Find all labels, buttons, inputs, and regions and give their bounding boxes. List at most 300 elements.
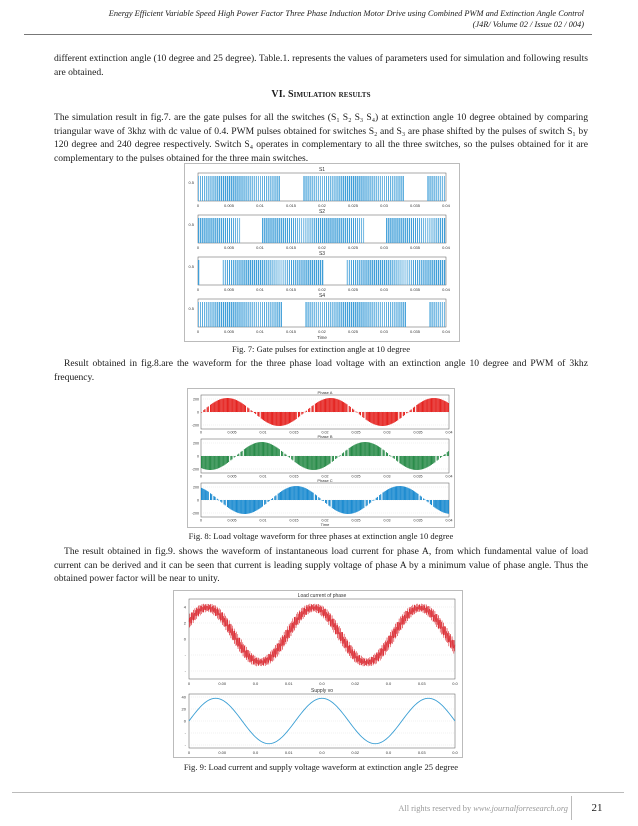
- fig7-pulse: [200, 218, 201, 243]
- fig8-pwm-bar: [204, 490, 205, 500]
- fig7-y-tick: 0.5: [188, 180, 194, 185]
- fig9-figure: [173, 590, 463, 758]
- fig8-pwm-bar: [300, 456, 301, 466]
- fig8-pwm-bar: [387, 412, 388, 425]
- fig8-pwm-bar: [295, 412, 296, 420]
- fig8-pwm-bar: [353, 410, 354, 412]
- fig8-pwm-bar: [369, 412, 370, 422]
- fig7-pulse: [227, 218, 228, 243]
- fig8-pwm-bar: [278, 412, 279, 426]
- fig9-bottom-x-tick: 0.0: [452, 750, 458, 755]
- fig8-pwm-bar: [350, 447, 351, 456]
- fig7-pulse: [336, 218, 337, 243]
- fig8-pwm-bar: [216, 456, 217, 469]
- fig8-pwm-bar: [367, 412, 368, 420]
- fig7-pulse: [258, 176, 259, 201]
- fig7-pulse: [231, 260, 232, 285]
- fig8-pwm-bar: [313, 456, 314, 470]
- fig7-pulse: [200, 302, 201, 327]
- fig8-pwm-bar: [393, 456, 394, 458]
- header-volume: (J4R/ Volume 02 / Issue 02 / 004): [472, 20, 584, 29]
- header-title: Energy Efficient Variable Speed High Power Factor Three Phase Induction Motor Drive using Combined PWM and Extinction Angle Control: [108, 9, 584, 18]
- fig8-pwm-bar: [274, 446, 275, 456]
- fig8-pwm-bar: [414, 407, 415, 412]
- fig7-pulse: [243, 176, 244, 201]
- fig8-pwm-bar: [227, 500, 228, 507]
- fig8-pwm-bar: [407, 488, 408, 500]
- fig8-pwm-bar: [444, 454, 445, 456]
- fig8-pwm-bar: [311, 492, 312, 500]
- fig7-pulse: [334, 302, 335, 327]
- fig8-pwm-bar: [284, 489, 285, 500]
- fig7-pulse: [252, 176, 253, 201]
- fig7-pulse: [440, 302, 441, 327]
- fig8-x-tick: 0.03: [383, 474, 391, 479]
- fig7-pulse: [231, 176, 232, 201]
- fig7-pulse: [365, 302, 366, 327]
- fig7-pulse: [293, 260, 294, 285]
- fig8-pwm-bar: [290, 412, 291, 423]
- fig7-panel-title: S2: [318, 209, 326, 215]
- fig8-pwm-bar: [416, 493, 417, 500]
- fig7-pulse: [281, 302, 282, 327]
- fig7-x-tick: 0.005: [223, 329, 235, 334]
- fig8-pwm-bar: [292, 486, 293, 500]
- fig8-pwm-bar: [376, 412, 377, 425]
- fig8-pwm-bar: [263, 412, 264, 420]
- fig7-pulse: [274, 218, 275, 243]
- fig7-pulse: [312, 302, 313, 327]
- fig7-pulse: [324, 218, 325, 243]
- fig8-pwm-bar: [309, 408, 310, 412]
- fig8-pwm-bar: [337, 399, 338, 412]
- fig7-x-tick: 0.02: [318, 287, 326, 292]
- fig7-pulse: [351, 176, 352, 201]
- fig7-pulse: [212, 302, 213, 327]
- fig9-top-y-tick: 4: [183, 604, 186, 610]
- fig7-pulse: [388, 176, 389, 201]
- fig8-pwm-bar: [295, 486, 296, 500]
- fig7-pulse: [262, 218, 263, 243]
- fig8-pwm-bar: [387, 453, 388, 456]
- fig8-pwm-bar: [446, 402, 447, 412]
- fig8-pwm-bar: [227, 398, 228, 412]
- fig7-x-tick: 0.035: [409, 203, 421, 208]
- fig8-pwm-bar: [290, 487, 291, 500]
- fig7-x-tick: 0.04: [442, 287, 450, 292]
- fig7-x-tick: 0.02: [318, 329, 326, 334]
- fig8-pwm-bar: [406, 412, 407, 413]
- fig7-pulse: [347, 260, 348, 285]
- fig8-pwm-bar: [328, 456, 329, 464]
- fig8-pwm-bar: [300, 487, 301, 500]
- fig7-pulse: [378, 260, 379, 285]
- fig8-pwm-bar: [212, 456, 213, 470]
- fig8-pwm-bar: [319, 498, 320, 500]
- fig8-pwm-bar: [413, 408, 414, 412]
- fig7-pulse: [202, 176, 203, 201]
- fig8-pwm-bar: [394, 487, 395, 500]
- fig8-pwm-bar: [440, 500, 441, 511]
- fig8-pwm-bar: [428, 399, 429, 412]
- fig7-pulse: [318, 218, 319, 243]
- fig8-x-tick: 0.005: [227, 430, 237, 435]
- fig8-pwm-bar: [343, 452, 344, 456]
- fig7-panel-title: S1: [318, 167, 326, 173]
- fig8-pwm-bar: [261, 442, 262, 456]
- fig8-pwm-bar: [390, 412, 391, 424]
- fig8-pwm-bar: [404, 456, 405, 466]
- fig7-pulse: [318, 302, 319, 327]
- fig8-pwm-bar: [357, 412, 358, 413]
- fig7-pulse: [258, 260, 259, 285]
- fig8-pwm-bar: [230, 398, 231, 412]
- fig8-pwm-bar: [410, 456, 411, 469]
- fig7-pulse: [260, 260, 261, 285]
- fig8-pwm-bar: [327, 398, 328, 412]
- fig7-pulse: [394, 218, 395, 243]
- fig7-pulse: [376, 302, 377, 327]
- fig7-x-tick: 0.03: [380, 287, 388, 292]
- fig8-pwm-bar: [415, 492, 416, 500]
- fig7-pulse: [442, 176, 443, 201]
- fig7-pulse: [225, 260, 226, 285]
- fig7-pulse: [241, 176, 242, 201]
- fig8-pwm-bar: [201, 456, 202, 468]
- fig8-pwm-bar: [218, 400, 219, 412]
- fig9-caption: Fig. 9: Load current and supply voltage waveform at extinction angle 25 degree: [183, 762, 459, 772]
- fig8-pwm-bar: [421, 402, 422, 412]
- fig7-pulse: [266, 260, 267, 285]
- fig7-pulse: [359, 218, 360, 243]
- fig8-pwm-bar: [262, 442, 263, 456]
- fig8-pwm-bar: [328, 500, 329, 506]
- fig8-pwm-bar: [297, 486, 298, 500]
- fig7-x-tick: 0.015: [285, 203, 297, 208]
- fig8-pwm-bar: [429, 399, 430, 412]
- fig8-pwm-bar: [323, 456, 324, 468]
- fig7-pulse: [305, 302, 306, 327]
- fig7-pulse: [361, 176, 362, 201]
- fig8-pwm-bar: [432, 398, 433, 412]
- fig8-pwm-bar: [377, 412, 378, 425]
- fig7-pulse: [417, 218, 418, 243]
- fig8-pwm-bar: [407, 456, 408, 468]
- fig8-x-tick: 0.01: [259, 430, 267, 435]
- fig7-pulse: [266, 218, 267, 243]
- fig7-pulse: [343, 302, 344, 327]
- fig8-pwm-bar: [215, 402, 216, 412]
- fig8-pwm-bar: [379, 412, 380, 426]
- fig8-pwm-bar: [249, 445, 250, 456]
- fig7-pulse: [268, 176, 269, 201]
- fig8-pwm-bar: [363, 442, 364, 456]
- fig7-pulse: [419, 218, 420, 243]
- fig8-pwm-bar: [437, 500, 438, 509]
- fig8-pwm-bar: [384, 492, 385, 500]
- fig7-pulse: [305, 218, 306, 243]
- fig7-x-tick: 0.01: [256, 287, 264, 292]
- fig7-pulse: [349, 260, 350, 285]
- fig7-pulse: [316, 302, 317, 327]
- fig7-pulse: [217, 302, 218, 327]
- fig8-pwm-bar: [308, 409, 309, 412]
- fig9-bottom-y-tick: -: [184, 730, 186, 736]
- fig8-pwm-bar: [237, 401, 238, 412]
- fig8-pwm-bar: [442, 400, 443, 412]
- fig7-pulse: [297, 218, 298, 243]
- fig9-bottom-x-tick: 0.00: [218, 750, 227, 755]
- fig7-pulse: [237, 260, 238, 285]
- fig7-pulse: [215, 176, 216, 201]
- fig8-pwm-bar: [240, 500, 241, 514]
- fig7-pulse: [345, 302, 346, 327]
- fig8-pwm-bar: [289, 487, 290, 500]
- fig8-pwm-bar: [255, 412, 256, 414]
- fig8-pwm-bar: [269, 500, 270, 501]
- fig8-load-voltage-plot: [187, 388, 455, 528]
- fig7-pulse: [355, 302, 356, 327]
- fig7-x-tick: 0.04: [442, 329, 450, 334]
- fig8-pwm-bar: [396, 412, 397, 421]
- fig8-pwm-bar: [370, 412, 371, 423]
- fig9-bottom-x-tick: 0.0: [319, 750, 325, 755]
- fig8-pwm-bar: [324, 399, 325, 412]
- fig7-pulse: [320, 302, 321, 327]
- fig7-y-tick: 0.5: [188, 222, 194, 227]
- fig8-pwm-bar: [360, 500, 361, 510]
- fig9-bottom-y-tick: 40: [181, 694, 186, 700]
- fig8-pwm-bar: [339, 400, 340, 412]
- fig8-pwm-bar: [355, 412, 356, 413]
- fig8-pwm-bar: [379, 495, 380, 500]
- fig7-pulse: [357, 176, 358, 201]
- fig8-pwm-bar: [330, 500, 331, 507]
- fig7-pulse: [316, 176, 317, 201]
- fig7-pulse: [419, 260, 420, 285]
- fig7-pulse: [343, 176, 344, 201]
- fig8-pwm-bar: [397, 456, 398, 462]
- fig8-pwm-bar: [376, 498, 377, 500]
- fig8-pwm-bar: [286, 455, 287, 456]
- fig8-pwm-bar: [233, 399, 234, 412]
- fig8-pwm-bar: [253, 500, 254, 512]
- fig7-pulse: [223, 176, 224, 201]
- fig8-pwm-bar: [313, 493, 314, 500]
- fig8-pwm-bar: [299, 412, 300, 416]
- fig7-pulse: [376, 260, 377, 285]
- fig8-pwm-bar: [335, 500, 336, 510]
- fig7-pulse: [334, 218, 335, 243]
- fig8-pwm-bar: [430, 398, 431, 412]
- fig8-pwm-bar: [343, 402, 344, 412]
- fig7-pulse: [394, 176, 395, 201]
- fig8-pwm-bar: [231, 500, 232, 510]
- fig8-pwm-bar: [263, 442, 264, 456]
- fig7-pulse: [272, 218, 273, 243]
- fig8-pwm-bar: [281, 491, 282, 500]
- fig8-pwm-bar: [265, 442, 266, 456]
- fig8-pwm-bar: [274, 496, 275, 500]
- fig8-pwm-bar: [354, 445, 355, 456]
- fig7-pulse: [235, 260, 236, 285]
- fig8-pwm-bar: [298, 456, 299, 465]
- fig8-pwm-bar: [317, 456, 318, 470]
- fig8-pwm-bar: [416, 405, 417, 412]
- fig7-pulse: [314, 218, 315, 243]
- fig7-pulse: [320, 260, 321, 285]
- fig8-pwm-bar: [431, 456, 432, 465]
- fig7-pulse: [403, 260, 404, 285]
- fig8-pwm-bar: [288, 456, 289, 457]
- fig8-pwm-bar: [402, 456, 403, 465]
- fig8-pwm-bar: [375, 412, 376, 425]
- fig7-pulse: [361, 302, 362, 327]
- fig8-pwm-bar: [266, 412, 267, 422]
- fig8-caption: Fig. 8: Load voltage waveform for three phases at extinction angle 10 degree: [188, 531, 454, 541]
- fig8-pwm-bar: [341, 401, 342, 412]
- fig7-x-tick: 0: [196, 329, 200, 334]
- fig7-pulse: [310, 218, 311, 243]
- fig8-pwm-bar: [311, 456, 312, 470]
- fig7-pulse: [252, 260, 253, 285]
- fig8-pwm-bar: [406, 456, 407, 467]
- fig8-pwm-bar: [315, 494, 316, 500]
- fig7-pulse: [303, 176, 304, 201]
- fig8-pwm-bar: [421, 497, 422, 500]
- fig7-pulse: [398, 218, 399, 243]
- fig7-pulse: [246, 176, 247, 201]
- fig8-pwm-bar: [252, 500, 253, 513]
- fig8-pwm-bar: [410, 489, 411, 500]
- fig8-pwm-bar: [382, 493, 383, 500]
- fig7-pulse: [436, 260, 437, 285]
- fig7-pulse: [345, 218, 346, 243]
- fig8-pwm-bar: [207, 407, 208, 412]
- fig8-pwm-bar: [252, 411, 253, 412]
- fig8-x-tick: 0.04: [445, 474, 453, 479]
- fig7-pulse: [208, 176, 209, 201]
- fig8-pwm-bar: [438, 398, 439, 412]
- fig7-pulse: [359, 260, 360, 285]
- fig8-pwm-bar: [359, 500, 360, 511]
- fig8-pwm-bar: [385, 491, 386, 500]
- fig8-pwm-bar: [221, 500, 222, 503]
- fig7-pulse: [227, 302, 228, 327]
- fig8-pwm-bar: [368, 442, 369, 456]
- fig7-pulse: [210, 176, 211, 201]
- fig7-pulse: [217, 218, 218, 243]
- fig7-pulse: [361, 218, 362, 243]
- fig7-pulse: [312, 218, 313, 243]
- fig7-pulse: [355, 218, 356, 243]
- fig8-pwm-bar: [318, 402, 319, 412]
- fig8-pwm-bar: [359, 412, 360, 414]
- fig8-pwm-bar: [288, 412, 289, 424]
- fig7-pulse: [241, 260, 242, 285]
- fig7-pulse: [432, 302, 433, 327]
- fig8-pwm-bar: [408, 456, 409, 468]
- fig8-pwm-bar: [302, 487, 303, 500]
- fig8-pwm-bar: [260, 442, 261, 456]
- fig7-pulse: [409, 260, 410, 285]
- fig7-pulse: [436, 302, 437, 327]
- fig8-pwm-bar: [357, 500, 358, 512]
- fig8-pwm-bar: [422, 401, 423, 412]
- fig7-pulse: [202, 218, 203, 243]
- fig7-pulse: [229, 218, 230, 243]
- fig7-pulse: [258, 302, 259, 327]
- fig8-pwm-bar: [355, 444, 356, 456]
- fig8-pwm-bar: [289, 412, 290, 423]
- fig8-pwm-bar: [211, 494, 212, 500]
- fig7-pulse: [281, 218, 282, 243]
- fig8-pwm-bar: [402, 486, 403, 500]
- fig7-pulse: [322, 176, 323, 201]
- fig8-pwm-bar: [251, 445, 252, 456]
- fig8-pwm-bar: [350, 407, 351, 412]
- fig8-pwm-bar: [361, 442, 362, 456]
- fig7-pulse: [285, 260, 286, 285]
- fig7-pulse: [326, 218, 327, 243]
- fig8-pwm-bar: [283, 412, 284, 425]
- fig8-pwm-bar: [408, 488, 409, 500]
- fig7-pulse: [396, 218, 397, 243]
- fig8-pwm-bar: [254, 500, 255, 512]
- fig8-pwm-bar: [245, 448, 246, 456]
- fig9-top-y-tick: -: [184, 668, 186, 674]
- fig8-pwm-bar: [237, 500, 238, 513]
- fig7-pulse: [405, 218, 406, 243]
- fig7-pulse: [299, 260, 300, 285]
- fig8-pwm-bar: [429, 456, 430, 466]
- fig8-pwm-bar: [439, 500, 440, 511]
- fig8-x-tick: 0.025: [351, 518, 361, 523]
- fig8-pwm-bar: [245, 406, 246, 412]
- fig8-pwm-bar: [279, 412, 280, 426]
- fig8-pwm-bar: [248, 408, 249, 412]
- fig7-pulse: [264, 260, 265, 285]
- fig8-pwm-bar: [412, 456, 413, 469]
- fig7-pulse: [250, 302, 251, 327]
- fig7-pulse: [264, 302, 265, 327]
- fig8-pwm-bar: [301, 456, 302, 467]
- fig7-pulse: [264, 176, 265, 201]
- fig8-pwm-bar: [342, 500, 343, 513]
- fig7-pulse: [308, 176, 309, 201]
- fig7-pulse: [380, 176, 381, 201]
- fig8-pwm-bar: [448, 403, 449, 412]
- fig8-pwm-bar: [443, 455, 444, 456]
- fig7-pulse: [343, 218, 344, 243]
- fig8-pwm-bar: [440, 399, 441, 412]
- fig8-pwm-bar: [327, 456, 328, 465]
- fig7-paragraph: The simulation result in fig.7. are the gate pulses for all the switches (S₁ S₂ S₃ S₄) at extinction angle 10 degree obtained by comparing triangular wave of 3khz with dc value of 0.4. PWM pulses obtained for switches S₂ and S₃ are phase shifted by the pulses of switch S₁ by 120 degree and 240 degree respectively. Switch S₄ operates in complementary to all the three switches, so the pulses obtained for it are complementary to the pulses obtained for the three main switches.: [54, 112, 588, 164]
- fig8-pwm-bar: [340, 500, 341, 512]
- fig8-pwm-bar: [286, 489, 287, 500]
- fig7-pulse: [308, 302, 309, 327]
- fig8-pwm-bar: [403, 486, 404, 500]
- fig7-pulse: [297, 260, 298, 285]
- fig7-pulse: [206, 218, 207, 243]
- fig8-pwm-bar: [423, 456, 424, 469]
- journal-link[interactable]: www.journalforresearch.org: [473, 804, 568, 813]
- fig8-pwm-bar: [206, 456, 207, 470]
- fig7-pulse: [370, 176, 371, 201]
- fig8-pwm-bar: [371, 412, 372, 423]
- fig8-pwm-bar: [381, 412, 382, 426]
- fig8-x-tick: 0.01: [259, 474, 267, 479]
